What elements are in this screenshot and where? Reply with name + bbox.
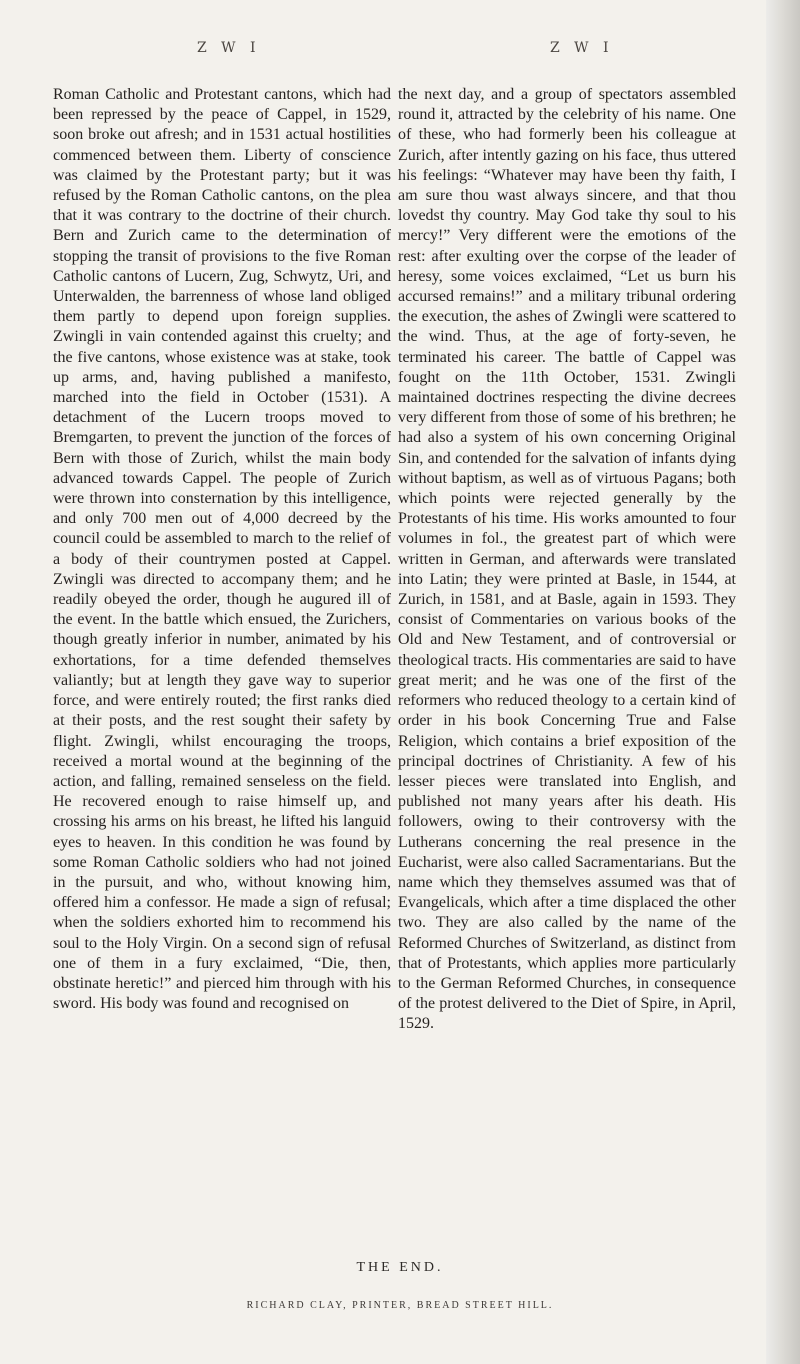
text-column-left: Roman Catholic and Protestant cantons, which had been repressed by the peace of Cappel, in 1529, soon broke out afresh; and in 1531 actual hostilities commenced between them. Liberty of conscience was claimed by the Protestant party; but it was refused by the Roman Catholic cantons, on the plea that it was contrary to the doctrine of their church. Bern and Zurich came to the determination of stopping the transit of provisions to the five Roman Catholic cantons of Lucern, Zug, Schwytz, Uri, and Unterwalden, the barrenness of whose land obliged them partly to depend upon foreign supplies. Zwingli in vain contended against this cruelty; and the five cantons, whose existence was at stake, took up arms, and, having published a manifesto, marched into the field in October (1531). A detachment of the Lucern troops moved to Bremgarten, to prevent the junction of the forces of Bern with those of Zurich, whilst the main body advanced towards Cappel. The people of Zurich were thrown into consternation by this intelligence, and only 700 men out of 4,000 decreed by the council could be assembled to march to the relief of a body of their countrymen posted at Cappel. Zwingli was directed to accompany them; and he readily obeyed the order, though he augured ill of the event. In the battle which ensued, the Zurichers, though greatly inferior in number, animated by his exhortations, for a time defended themselves valiantly; but at length they gave way to superior force, and were entirely routed; the first ranks died at their posts, and the rest sought their safety by flight. Zwingli, whilst encouraging the troops, received a mortal wound at the beginning of the action, and falling, remained senseless on the field. He recovered enough to raise himself up, and crossing his arms on his breast, he lifted his languid eyes to heaven. In this condition he was found by some Roman Catholic soldiers who had not joined in the pursuit, and who, without knowing him, offered him a confessor. He made a sign of refusal; when the soldiers exhorted him to recommend his soul to the Holy Virgin. On a second sign of refusal one of them in a fury exclaimed, “Die, then, obstinate heretic!” and pierced him through with his sword. His body was found and recognised on — [53, 86, 391, 1013]
header-left: Z W I — [197, 40, 261, 56]
the-end-label: THE END. — [356, 1260, 444, 1275]
page-fold-shadow — [766, 0, 800, 1364]
printer-imprint: RICHARD CLAY, PRINTER, BREAD STREET HILL. — [246, 1300, 554, 1311]
text-column-right: the next day, and a group of spectators assembled round it, attracted by the celebrity of his name. One of these, who had formerly been his colleague at Zurich, after intently gazing on his face, thus uttered his feelings: “Whatever may have been thy faith, I am sure thou wast always sincere, and that thou lovedst thy country. May God take thy soul to his mercy!” Very different were the emotions of the rest: after exulting over the corpse of the leader of heresy, some voices exclaimed, “Let us burn his accursed remains!” and a military tribunal ordering the execution, the ashes of Zwingli were scattered to the wind. Thus, at the age of forty-seven, he terminated his career. The battle of Cappel was fought on the 11th October, 1531. Zwingli maintained doctrines respecting the divine decrees very different from those of some of his brethren; he had also a system of his own concerning Original Sin, and contended for the salvation of infants dying without baptism, as well as of virtuous Pagans; both which points were rejected generally by the Protestants of his time. His works amounted to four volumes in fol., the greatest part of which were written in German, and afterwards were translated into Latin; they were printed at Basle, in 1544, at Zurich, in 1581, and at Basle, again in 1593. They consist of Commentaries on various books of the Old and New Testament, and of controversial or theological tracts. His commentaries are said to have great merit; and he was one of the first of the reformers who reduced theology to a certain kind of order in his book Concerning True and False Religion, which contains a brief exposition of the principal doctrines of Christianity. A few of his lesser pieces were translated into English, and published not many years after his death. His followers, owing to their controversy with the Lutherans concerning the real presence in the Eucharist, were also called Sacramentarians. But the name which they themselves assumed was that of Evangelicals, which after a time displaced the other two. They are also called by the name of the Reformed Churches of Switzerland, as distinct from that of Protestants, which applies more particularly to the German Reformed Churches, in consequence of the protest delivered to the Diet of Spire, in April, 1529. — [398, 86, 736, 1033]
running-header — [0, 40, 800, 60]
header-right: Z W I — [550, 40, 614, 56]
